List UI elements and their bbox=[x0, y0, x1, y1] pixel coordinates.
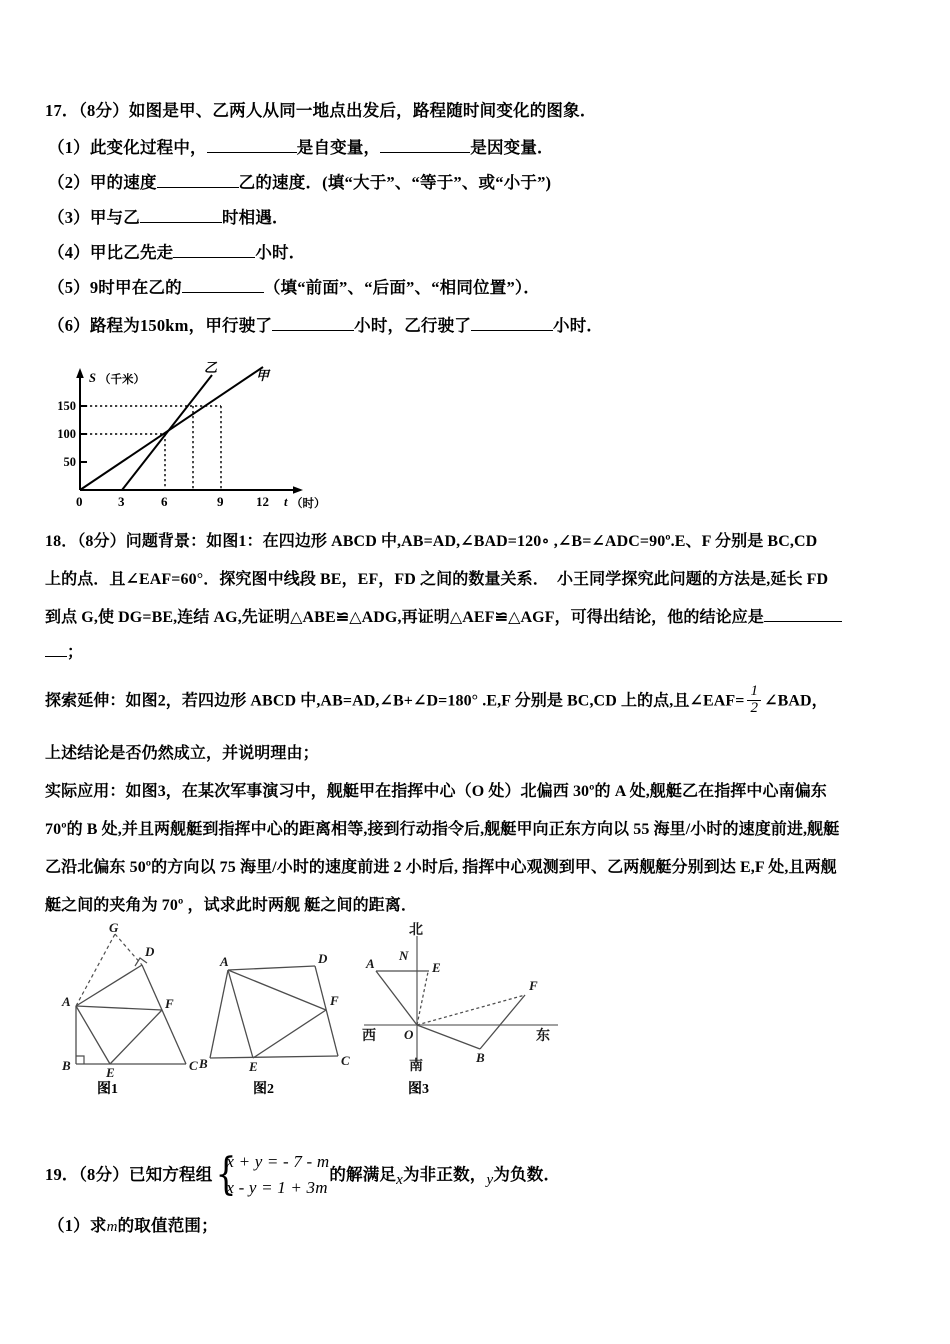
fig2-label-A: A bbox=[220, 954, 229, 969]
fig1-label-A: A bbox=[62, 994, 71, 1009]
sub1-text-c: 是因变量． bbox=[470, 138, 554, 157]
problem-18-line10-text: 艇之间的夹角为 70º ，试求此时两舰 艇之间的距离． bbox=[45, 897, 417, 914]
fig2-seg-EF bbox=[253, 1010, 326, 1058]
problem-18-line6 bbox=[45, 742, 319, 765]
problem-19-sub1-var: m bbox=[106, 1219, 118, 1235]
sub1-text-a: （1）此变化过程中， bbox=[48, 138, 207, 157]
problem-18-line1-text: 问题背景：如图1：在四边形 ABCD 中,AB=AD,∠BAD=120∘ ,∠B=∠ADC=90º.E、F 分别是 BC,CD bbox=[125, 533, 818, 550]
x-tick-label-3: 3 bbox=[118, 494, 125, 509]
problem-19-var-x: x bbox=[396, 1172, 403, 1189]
answer-blank-3[interactable] bbox=[140, 222, 222, 223]
fig2-label-E: E bbox=[249, 1059, 258, 1074]
problem-19-lead: 已知方程组 bbox=[128, 1165, 213, 1185]
y-tick-label-150: 150 bbox=[57, 399, 76, 413]
problem-18-line9 bbox=[45, 856, 837, 879]
problem-19-text-b: 为非正数， bbox=[402, 1165, 487, 1185]
sub5-text-b: （填“前面”、“后面”、“相同位置”）． bbox=[263, 278, 541, 297]
answer-blank-18-conclusion[interactable] bbox=[764, 621, 842, 622]
fig3-label-N: N bbox=[399, 948, 409, 963]
sub5-text-a: （5）9时甲在乙的 bbox=[48, 278, 182, 297]
problem-19-sub1-text-a: （1）求 bbox=[48, 1216, 107, 1235]
sub3-text-a: （3）甲与乙 bbox=[48, 208, 140, 227]
fig2-seg-CB bbox=[210, 1056, 338, 1058]
problem-19-var-y: y bbox=[486, 1172, 494, 1189]
fig3-seg-OA bbox=[376, 971, 417, 1025]
x-tick-label-12: 12 bbox=[256, 494, 269, 509]
problem-17-sub4 bbox=[48, 242, 305, 264]
problem-18-line1 bbox=[45, 530, 817, 553]
problem-19-text-c: 为负数． bbox=[493, 1165, 561, 1185]
problem-18-line5-text-b: ∠BAD， bbox=[764, 692, 828, 710]
sub6-text-c: 小时． bbox=[553, 316, 604, 335]
problem-17-sub3 bbox=[48, 207, 289, 229]
problem-17-sub6 bbox=[48, 315, 603, 337]
fig1-seg-EF bbox=[110, 1010, 162, 1064]
fraction-denominator: 2 bbox=[747, 700, 761, 717]
sub3-text-b: 时相遇． bbox=[221, 208, 289, 227]
fig3-label-O: O bbox=[404, 1027, 414, 1042]
problem-18-line8 bbox=[45, 818, 839, 841]
x-tick-label-0: 0 bbox=[76, 494, 83, 509]
fig1-label-F: F bbox=[165, 996, 174, 1011]
figure-2-diagram bbox=[198, 952, 358, 1072]
fig1-label-D: D bbox=[145, 944, 155, 959]
fig3-seg-OF-dashed bbox=[417, 995, 525, 1025]
series-label-jia: 甲 bbox=[256, 368, 270, 383]
sub4-text-a: （4）甲比乙先走 bbox=[48, 243, 174, 262]
fig2-label-D: D bbox=[318, 951, 328, 966]
fig3-label-north: 北 bbox=[409, 921, 423, 937]
y-axis-arrow bbox=[76, 368, 84, 378]
problem-19-sub1 bbox=[48, 1215, 218, 1237]
y-tick-label-100: 100 bbox=[57, 427, 76, 441]
problem-18-number: 18． bbox=[45, 533, 78, 550]
problem-19-stem bbox=[45, 1150, 560, 1203]
answer-blank-6b[interactable] bbox=[471, 330, 553, 331]
fig1-label-C: C bbox=[189, 1058, 198, 1073]
problem-18-line8-text: 70º的 B 处,并且两舰艇到指挥中心的距离相等,接到行动指令后,舰艇甲向正东方向以 55 海里/小时的速度前进,舰艇 bbox=[45, 821, 840, 838]
x-tick-label-9: 9 bbox=[217, 494, 224, 509]
fig1-seg-AD bbox=[76, 965, 142, 1006]
x-axis-arrow bbox=[293, 486, 303, 494]
problem-18-line5 bbox=[45, 683, 828, 719]
problem-18-points: （8分） bbox=[77, 533, 126, 550]
series-line-yi bbox=[122, 375, 212, 490]
fig3-seg-OE-dashed bbox=[417, 972, 428, 1025]
answer-blank-6a[interactable] bbox=[272, 330, 354, 331]
fig2-label-B: B bbox=[199, 1056, 208, 1071]
distance-time-graph bbox=[58, 358, 328, 508]
fig2-seg-BA bbox=[210, 970, 228, 1058]
fig3-label-east: 东 bbox=[536, 1027, 550, 1043]
problem-18-line2 bbox=[45, 568, 828, 591]
x-axis-label-unit: （时） bbox=[291, 498, 326, 510]
answer-blank-2[interactable] bbox=[157, 187, 239, 188]
figure-3-diagram bbox=[362, 922, 562, 1077]
fig1-seg-AE bbox=[76, 1006, 110, 1064]
problem-18-line6-text: 上述结论是否仍然成立，并说明理由； bbox=[45, 745, 319, 762]
problem-19-number: 19． bbox=[45, 1165, 79, 1185]
series-label-yi: 乙 bbox=[204, 360, 218, 375]
problem-19-sub1-text-b: 的取值范围； bbox=[117, 1216, 218, 1235]
fig2-seg-AD bbox=[228, 966, 315, 970]
answer-blank-1a[interactable] bbox=[207, 152, 297, 153]
problem-17-sub5 bbox=[48, 277, 540, 299]
fig3-label-west: 西 bbox=[362, 1027, 376, 1043]
fig2-label-C: C bbox=[341, 1053, 350, 1068]
problem-18-line3 bbox=[45, 606, 842, 629]
problem-17-points: （8分） bbox=[78, 101, 129, 120]
problem-18-line10 bbox=[45, 894, 417, 917]
fig1-label-E: E bbox=[106, 1065, 115, 1080]
fig3-label-A: A bbox=[366, 956, 375, 971]
fraction-numerator: 1 bbox=[750, 683, 759, 699]
equation-2: x - y = 1 + 3m bbox=[226, 1178, 328, 1198]
sub6-text-b: 小时，乙行驶了 bbox=[354, 316, 472, 335]
problem-18-line3-text: 到点 G,使 DG=BE,连结 AG,先证明△ABE≌△ADG,再证明△AEF≌△AGF，可得出结论，他的结论应是 bbox=[45, 609, 764, 626]
y-axis-label-unit: （千米） bbox=[99, 374, 145, 386]
answer-blank-5[interactable] bbox=[182, 292, 264, 293]
x-axis-label-t: t bbox=[284, 495, 288, 509]
fraction-one-half bbox=[747, 684, 761, 717]
problem-18-line7 bbox=[45, 780, 827, 803]
figure-3-caption: 图3 bbox=[408, 1082, 429, 1097]
sub1-text-b: 是自变量， bbox=[296, 138, 381, 157]
fig1-seg-AF bbox=[76, 1006, 162, 1010]
problem-18-line7-text: 实际应用：如图3，在某次军事演习中，舰艇甲在指挥中心（O 处）北偏西 30º的 A 处,舰艇乙在指挥中心南偏东 bbox=[45, 783, 827, 800]
problem-18-line5-text-a: 探索延伸：如图2，若四边形 ABCD 中,AB=AD,∠B+∠D=180° .E,F 分别是 BC,CD 上的点,且∠EAF= bbox=[45, 692, 745, 710]
y-tick-label-50: 50 bbox=[63, 455, 76, 469]
fig1-seg-DC bbox=[142, 965, 186, 1064]
problem-17-stem-text: 如图是甲、乙两人从同一地点出发后，路程随时间变化的图象． bbox=[128, 101, 597, 120]
y-axis-label-S: S bbox=[89, 371, 96, 385]
fig1-seg-AG-dashed bbox=[76, 934, 115, 1006]
fig3-label-B: B bbox=[476, 1050, 485, 1065]
fig2-seg-AF bbox=[228, 970, 326, 1010]
equation-1: x + y = - 7 - m bbox=[226, 1152, 330, 1171]
answer-blank-1b[interactable] bbox=[380, 152, 470, 153]
fig3-seg-BF bbox=[480, 995, 525, 1049]
brace-icon: { bbox=[215, 1149, 238, 1201]
x-tick-label-6: 6 bbox=[161, 494, 168, 509]
fig3-seg-OB bbox=[417, 1025, 480, 1049]
problem-19-points: （8分） bbox=[78, 1165, 129, 1185]
problem-17-sub1 bbox=[48, 137, 554, 159]
sub6-text-a: （6）路程为150km，甲行驶了 bbox=[48, 316, 273, 335]
sub4-text-b: 小时． bbox=[255, 243, 306, 262]
problem-18-line4-text: ； bbox=[67, 644, 84, 661]
figure-1-caption: 图1 bbox=[97, 1082, 118, 1097]
sub2-text-a: （2）甲的速度 bbox=[48, 173, 157, 192]
problem-17-stem bbox=[45, 100, 597, 122]
sub2-text-b: 乙的速度．(填“大于”、“等于”、或“小于”) bbox=[238, 173, 552, 192]
answer-blank-4[interactable] bbox=[173, 257, 255, 258]
fig2-seg-DC bbox=[315, 966, 338, 1056]
problem-19-text-a: 的解满足 bbox=[329, 1165, 397, 1185]
answer-blank-18-conclusion-cont[interactable] bbox=[45, 656, 67, 657]
fig3-label-south: 南 bbox=[409, 1057, 423, 1073]
problem-17-number: 17． bbox=[45, 101, 79, 120]
equation-system bbox=[212, 1149, 329, 1202]
figure-2-caption: 图2 bbox=[253, 1082, 274, 1097]
fig1-right-angle-B bbox=[76, 1056, 84, 1064]
problem-18-line9-text: 乙沿北偏东 50º的方向以 75 海里/小时的速度前进 2 小时后, 指挥中心观测到甲、乙两舰艇分别到达 E,F 处,且两舰 bbox=[45, 859, 837, 876]
fig2-seg-AE bbox=[228, 970, 253, 1058]
problem-17-sub2 bbox=[48, 172, 551, 194]
fig3-label-E: E bbox=[432, 960, 441, 975]
fig1-label-B: B bbox=[62, 1058, 71, 1073]
problem-18-line4 bbox=[45, 641, 83, 664]
fig3-label-F: F bbox=[529, 978, 538, 993]
problem-18-line2-text: 上的点．且∠EAF=60°．探究图中线段 BE，EF，FD 之间的数量关系． 小王同学探究此问题的方法是,延长 FD bbox=[45, 571, 829, 588]
fig1-label-G: G bbox=[109, 920, 119, 935]
fig2-label-F: F bbox=[330, 993, 339, 1008]
figure-1-diagram bbox=[58, 920, 208, 1080]
